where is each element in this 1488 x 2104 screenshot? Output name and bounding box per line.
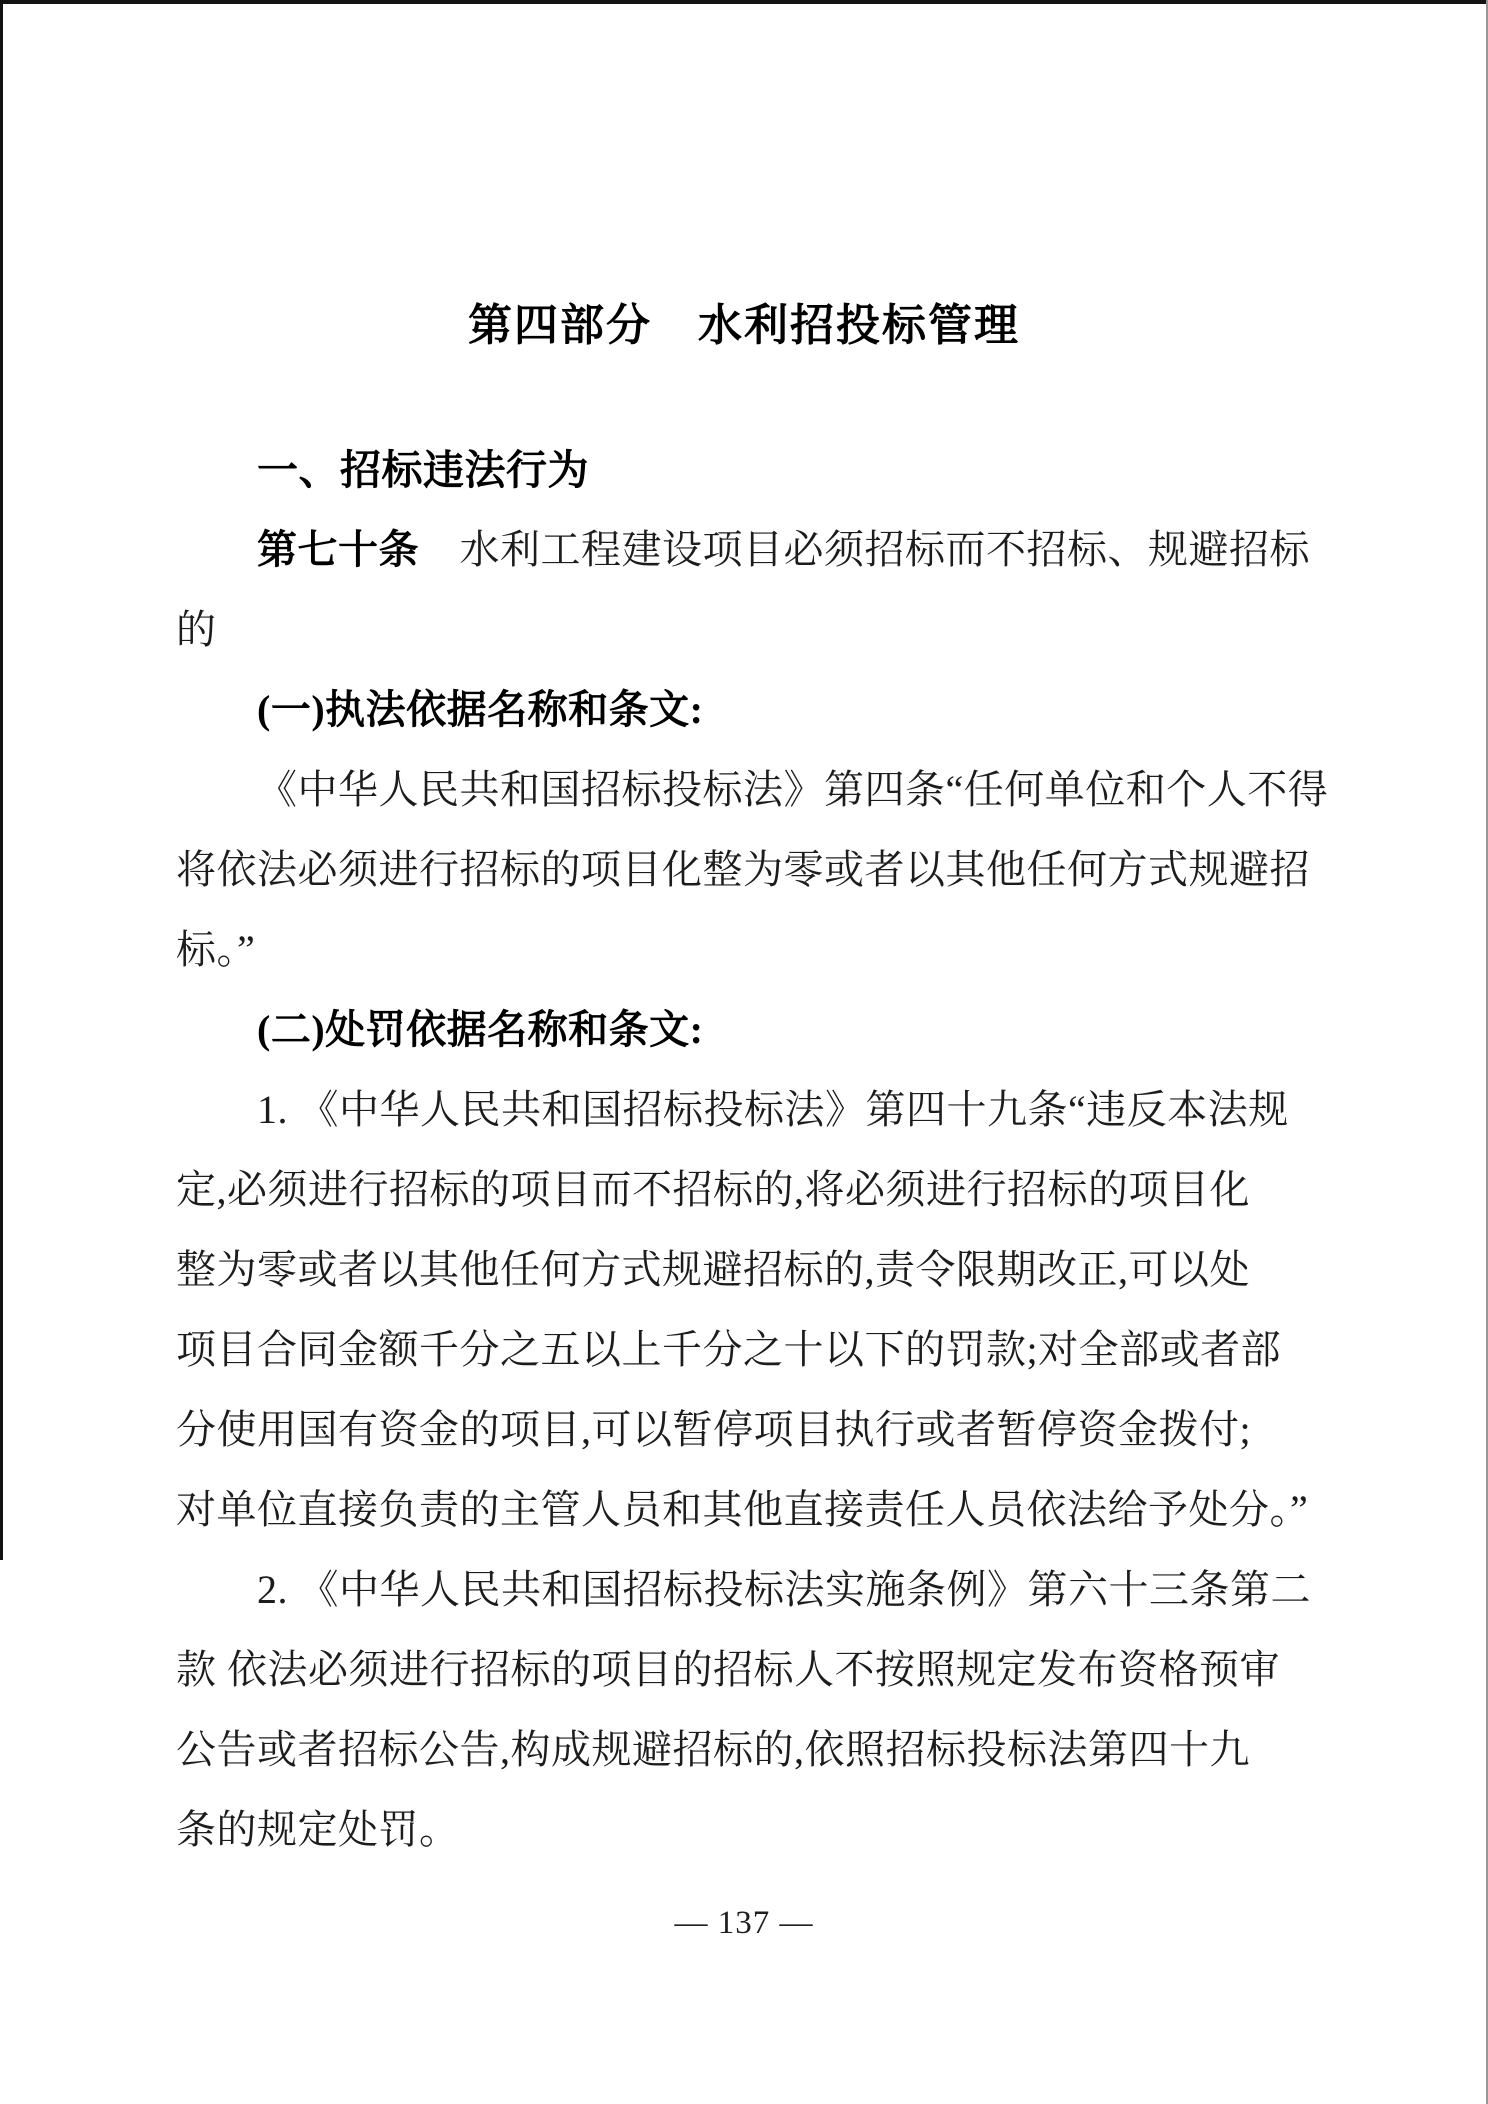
- text-line: 第七十条 水利工程建设项目必须招标而不招标、规避招标: [257, 527, 1310, 572]
- text-line: 《中华人民共和国招标投标法》第四条“任何单位和个人不得: [257, 767, 1329, 812]
- text-line: 定,必须进行招标的项目而不招标的,将必须进行招标的项目化: [176, 1167, 1250, 1212]
- scan-edge-left: [0, 0, 3, 1560]
- text-line: 项目合同金额千分之五以上千分之十以下的罚款;对全部或者部: [176, 1327, 1282, 1372]
- article-number: 第七十条: [257, 528, 419, 572]
- subsection-heading: (一)执法依据名称和条文:: [257, 687, 704, 732]
- text-line: 款 依法必须进行招标的项目的招标人不按照规定发布资格预审: [176, 1647, 1280, 1692]
- text-line: 整为零或者以其他任何方式规避招标的,责令限期改正,可以处: [176, 1247, 1250, 1292]
- text-line: 2. 《中华人民共和国招标投标法实施条例》第六十三条第二: [257, 1567, 1311, 1612]
- text-block: [176, 430, 1329, 1870]
- text-line: 条的规定处罚。: [176, 1807, 460, 1852]
- section-heading: 一、招标违法行为: [257, 447, 589, 493]
- text-line: 1. 《中华人民共和国招标投标法》第四十九条“违反本法规: [257, 1087, 1289, 1132]
- text-line: 标。”: [176, 927, 256, 972]
- scan-edge-top: [0, 0, 1488, 4]
- text-line: 公告或者招标公告,构成规避招标的,依照招标投标法第四十九: [176, 1727, 1250, 1772]
- text-line: 分使用国有资金的项目,可以暂停项目执行或者暂停资金拨付;: [176, 1407, 1252, 1452]
- part-title: 第四部分 水利招投标管理: [468, 301, 1020, 350]
- page-number: — 137 —: [674, 1905, 814, 1941]
- text-line: 的: [176, 607, 217, 652]
- subsection-heading: (二)处罚依据名称和条文:: [257, 1007, 704, 1052]
- text-line: 将依法必须进行招标的项目化整为零或者以其他任何方式规避招: [176, 847, 1310, 892]
- text-line: 对单位直接负责的主管人员和其他直接责任人员依法给予处分。”: [176, 1487, 1309, 1532]
